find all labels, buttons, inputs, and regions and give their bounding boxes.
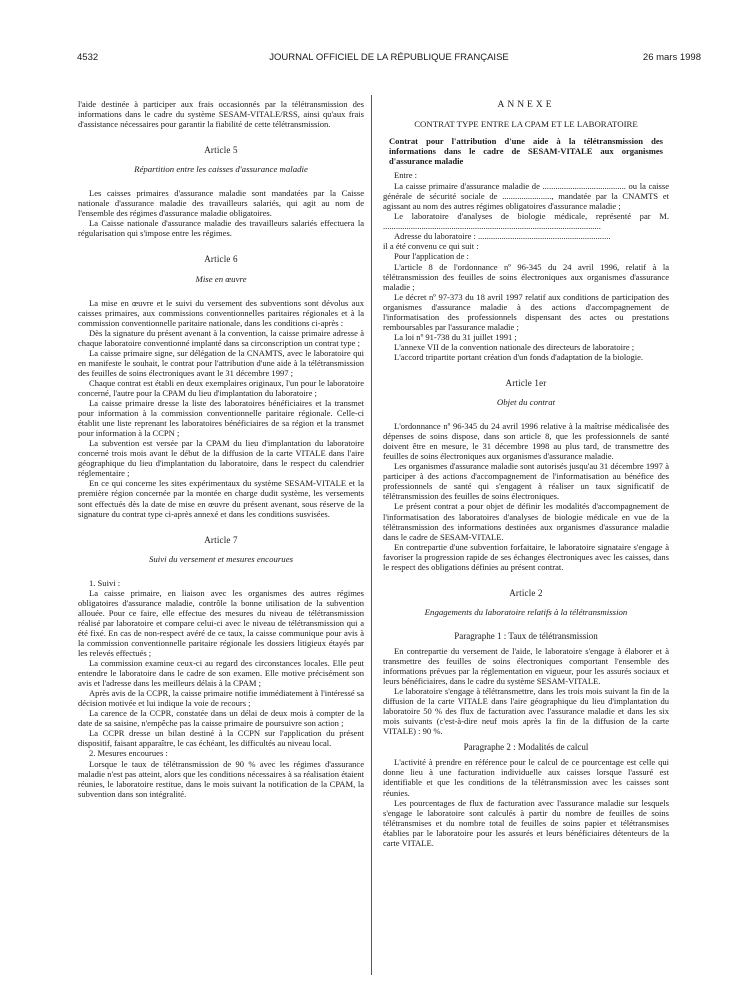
paragraph: il a été convenu ce qui suit : (383, 241, 479, 252)
paragraph: L'ordonnance nº 96-345 du 24 avril 1996 relative à la maîtrise médicalisée des dépenses de soins dispose, dans son article 8, que les professionnels de santé doivent être en mesure, le 31 décembre 1998 au plus tard, de transmettre des feuilles de soins électroniques aux organismes d'assurance maladie. (383, 421, 669, 462)
paragraph: La subvention est versée par la CPAM du lieu d'implantation du laboratoire concerné trois mois avant le début de la diffusion de la carte VITALE dans l'aire géographique du lieu d'implantation du laboratoire, dans le respect du calendrier réglementaire ; (78, 438, 364, 479)
paragraph: La carence de la CCPR, constatée dans un délai de deux mois à compter de la date de sa saisine, n'empêche pas la caisse primaire de poursuivre son action ; (78, 708, 364, 729)
paragraph: L'annexe VII de la convention nationale des directeurs de laboratoire ; (394, 341, 635, 352)
paragraph: Les caisses primaires d'assurance maladie sont mandatées par la Caisse nationale d'assurance maladie des travailleurs salariés, qui agit au nom de l'ensemble des régimes d'assurance maladie obligatoires. (78, 188, 364, 219)
paragraph: La Caisse nationale d'assurance maladie des travailleurs salariés effectuera la régularisation qui s'impose entre les régimes. (78, 218, 364, 239)
paragraph: Entre : (394, 170, 418, 181)
page-number: 4532 (77, 52, 99, 63)
journal-title: JOURNAL OFFICIEL DE LA RÉPUBLIQUE FRANÇAISE (269, 52, 509, 63)
paragraph: Après avis de la CCPR, la caisse primaire notifie immédiatement à l'intéressé sa décision motivée et lui indique la voie de recours ; (78, 688, 364, 709)
paragraph: L'article 8 de l'ordonnance nº 96-345 du 24 avril 1996, relatif à la télétransmission des feuilles de soins électroniques aux organismes d'assurance maladie ; (383, 261, 669, 292)
paragraph-heading: Paragraphe 1 : Taux de télétransmission (454, 630, 598, 641)
paragraph: La caisse primaire signe, sur délégation de la CNAMTS, avec le laboratoire qui en manifeste le souhait, le contrat pour l'attribution d'une aide à la télétransmission des feuilles de soins électroniques avant le 31 décembre 1997 ; (78, 347, 364, 378)
article-subtitle: Objet du contrat (496, 397, 556, 408)
paragraph: La caisse primaire d'assurance maladie de ....................................... ou la caisse générale de sécurité sociale de ......................., mandatée par la CNAMTS et agissant au nom des autres régimes obligatoires d'assurance maladie ; (383, 181, 669, 212)
paragraph: Chaque contrat est établi en deux exemplaires originaux, l'un pour le laboratoire concerné, l'autre pour la CPAM du lieu d'implantation du laboratoire ; (78, 377, 364, 398)
paragraph: Lorsque le taux de télétransmission de 90 % avec les régimes d'assurance maladie n'est pas atteint, alors que les conditions nécessaires à sa réalisation étaient réunies, le laboratoire restitue, dans le mois suivant la notification de la CPAM, la subvention dans son intégralité. (78, 758, 364, 799)
paragraph: Dès la signature du présent avenant à la convention, la caisse primaire adresse à chaque laboratoire conventionné implanté dans sa circonscription un contrat type ; (78, 327, 364, 348)
page-header (77, 52, 701, 66)
paragraph: L'activité à prendre en référence pour le calcul de ce pourcentage est celle qui donne lieu à une facturation individuelle aux caisses lorsque l'assuré est identifiable et que les conditions de la télétransmission avec les caisses sont réunies. (383, 757, 669, 798)
paragraph: La mise en œuvre et le suivi du versement des subventions sont dévolus aux caisses primaires, aux commissions conventionnelles paritaires régionales et à la commission conventionnelle paritaire nationale, dans les conditions ci-après : (78, 297, 364, 328)
article-subtitle: Suivi du versement et mesures encourues (148, 553, 294, 564)
paragraph: En contrepartie du versement de l'aide, le laboratoire s'engage à élaborer et à transmettre des feuilles de soins électroniques comportant l'ensemble des informations prévues par la réglementation en vigueur, pour les assurés sociaux et leurs bénéficiaires, dans le cadre du système SESAM-VITALE. (383, 645, 669, 687)
paragraph: Les pourcentages de flux de facturation avec l'assurance maladie sur lesquels s'engage le laboratoire sont calculés à partir du nombre de feuilles de soins télétransmises et du nombre total de feuilles de soins papier et télétransmises établies par le laboratoire pour les assurés et leurs bénéficiaires détenteurs de la carte VITALE. (383, 797, 669, 848)
paragraph: La caisse primaire, en liaison avec les organismes des autres régimes obligatoires d'assurance maladie, contrôle la bonne utilisation de la subvention allouée. Pour ce faire, elle effectue des mesures du niveau de télétransmission réalisé par laboratoire et compare celui-ci avec le niveau de télétransmission qui a été fixé. En cas de non-respect avéré de ce taux, la caisse communique pour avis à la commission conventionnelle paritaire régionale les dossiers litigieux étayés par les relevés effectués ; (78, 587, 364, 659)
section-label: 2. Mesures encourues : (89, 748, 168, 759)
paragraph: Le laboratoire d'analyses de biologie médicale, représenté par M. ...................................................................................................... (383, 211, 669, 232)
paragraph: Le présent contrat a pour objet de définir les modalités d'accompagnement de l'informatisation des laboratoires d'analyses de biologie médicale en vue de la télétransmission des informations destinées aux organismes d'assurance maladie dans le cadre de SESAM-VITALE. (383, 501, 669, 542)
article-heading: Article 7 (204, 534, 238, 545)
paragraph: La caisse primaire dresse la liste des laboratoires bénéficiaires et la transmet pour information à la commission conventionnelle paritaire régionale. Celle-ci établit une liste reprenant les laboratoires bénéficiaires de sa région et la transmet pour information à la CCPN ; (78, 398, 364, 439)
paragraph: La commission examine ceux-ci au regard des circonstances locales. Elle peut entendre le laboratoire dans le cadre de son examen. Elle motive précisément son avis et l'adresse dans les meilleurs délais à la CPAM ; (78, 658, 364, 689)
paragraph: Le laboratoire s'engage à télétransmettre, dans les trois mois suivant la fin de la diffusion de la carte VITALE dans l'aire géographique du lieu d'implantation du laboratoire 50 % des flux de facturation avec l'assurance maladie et dans les six mois suivants (c'est-à-dire neuf mois après la fin de la diffusion de la carte VITALE) : 90 %. (383, 686, 669, 737)
publication-date: 26 mars 1998 (642, 52, 701, 63)
paragraph: En ce qui concerne les sites expérimentaux du système SESAM-VITALE et la première région concernée par la montée en charge dudit système, les versements sont effectués dès la date de mise en œuvre du présent avenant, sous réserve de la signature du contrat type ci-après annexé et dans les conditions susvisées. (78, 478, 364, 519)
article-heading: Article 2 (509, 587, 543, 598)
paragraph: Les organismes d'assurance maladie sont autorisés jusqu'au 31 décembre 1997 à participer à des actions d'accompagnement de l'informatisation au bénéfice des professionnels de santé qui s'engagent à réaliser un taux significatif de télétransmission des feuilles de soins électroniques. (383, 461, 669, 502)
contract-title: Contrat pour l'attribution d'une aide à la télétransmission des informations dans le cadre de SESAM-VITALE aux organismes d'assurance maladie (389, 136, 663, 167)
paragraph: En contrepartie d'une subvention forfaitaire, le laboratoire signataire s'engage à favoriser la progression rapide de ses échanges électroniques avec les caisses, dans le respect des obligations définies au présent contrat. (383, 541, 669, 572)
paragraph: l'aide destinée à participer aux frais occasionnés par la télétransmission des informations dans le cadre du système SESAM-VITALE/RSS, ainsi qu'aux frais d'assistance nécessaires pour garantir la fiabilité de cette télétransmission. (78, 99, 364, 130)
article-heading: Article 1er (505, 377, 547, 388)
column-divider (371, 95, 372, 975)
annex-heading: ANNEXE (497, 100, 555, 110)
article-heading: Article 6 (204, 254, 238, 265)
article-subtitle: Engagements du laboratoire relatifs à la télétransmission (424, 606, 628, 617)
contract-type-heading: CONTRAT TYPE ENTRE LA CPAM ET LE LABORATOIRE (414, 119, 638, 130)
paragraph: Adresse du laboratoire : .............................................................. (394, 231, 611, 242)
article-subtitle: Répartition entre les caisses d'assurance maladie (134, 164, 308, 175)
left-column (78, 99, 364, 799)
right-column (383, 99, 669, 848)
paragraph: La loi nº 91-738 du 31 juillet 1991 ; (394, 331, 517, 342)
section-label: 1. Suivi : (89, 577, 121, 588)
paragraph: L'accord tripartite portant création d'un fonds d'adaptation de la biologie. (394, 351, 644, 362)
paragraph-heading: Paragraphe 2 : Modalités de calcul (463, 742, 589, 753)
paragraph: La CCPR dresse un bilan destiné à la CCPN sur l'application du présent dispositif, faisant apparaître, le cas échéant, les difficultés au niveau local. (78, 728, 364, 749)
article-heading: Article 5 (204, 145, 238, 156)
paragraph: Pour l'application de : (394, 251, 469, 262)
article-subtitle: Mise en œuvre (195, 273, 247, 284)
paragraph: Le décret nº 97-373 du 18 avril 1997 relatif aux conditions de participation des organismes d'assurance maladie à des actions d'accompagnement de l'informatisation des professionnels dispensant des actes ou prestations remboursables par l'assurance maladie ; (383, 291, 669, 332)
